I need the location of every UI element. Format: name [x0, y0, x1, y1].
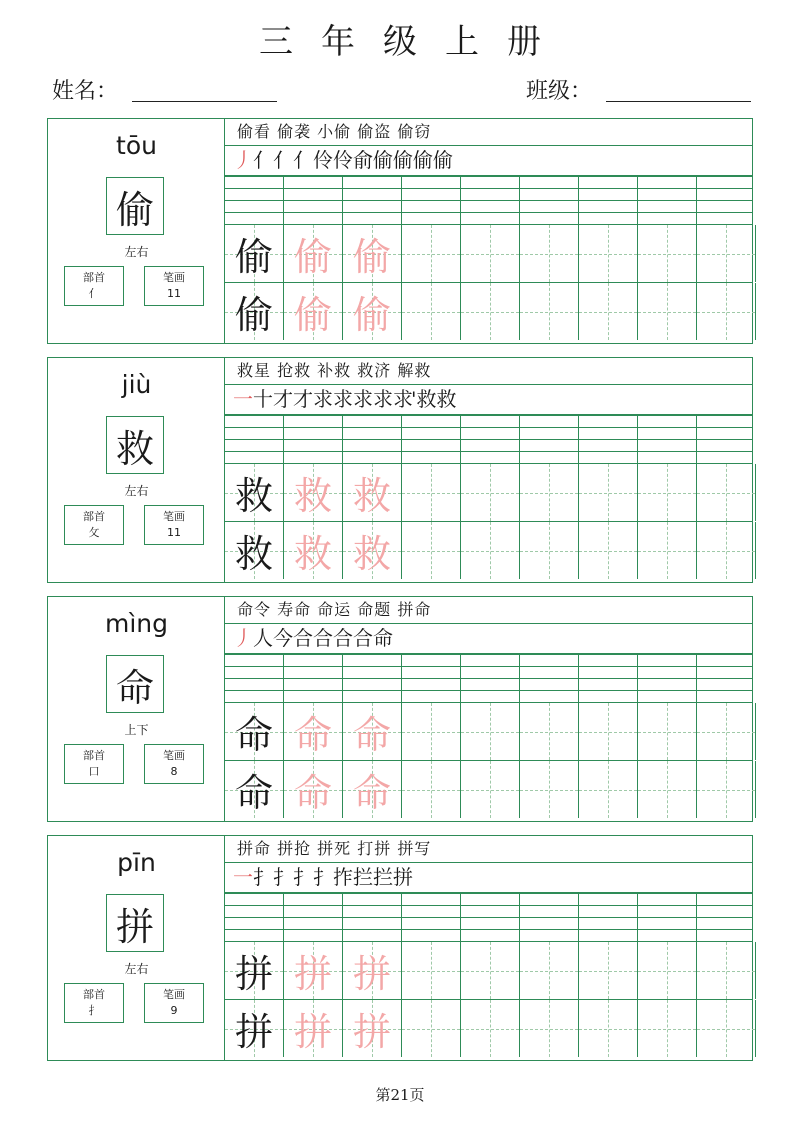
stroke-step: 拦	[353, 865, 371, 889]
practice-cell[interactable]	[461, 761, 520, 818]
radical-box	[64, 744, 124, 784]
practice-cell[interactable]	[284, 942, 343, 999]
example-words: 命令 寿命 命运 命题 拼命	[225, 597, 752, 624]
radical-value: 亻	[88, 287, 100, 300]
column-divider	[401, 176, 402, 224]
practice-cell[interactable]	[638, 1000, 697, 1057]
stroke-step: 一	[233, 865, 251, 889]
practice-cell[interactable]	[343, 522, 402, 579]
model-character: 救	[234, 474, 273, 518]
column-divider	[519, 176, 520, 224]
trace-character: 命	[293, 713, 332, 757]
column-divider	[401, 654, 402, 702]
character-box: 偷	[106, 177, 164, 235]
practice-cell[interactable]	[343, 1000, 402, 1057]
practice-cell[interactable]	[520, 703, 579, 760]
stroke-count-label: 笔画	[163, 271, 185, 284]
practice-cell[interactable]	[402, 703, 461, 760]
column-divider	[519, 654, 520, 702]
model-character: 命	[234, 713, 273, 757]
stroke-step: 求	[333, 387, 351, 411]
column-divider	[283, 415, 284, 463]
stroke-step: 俞	[353, 148, 371, 172]
stroke-count-label: 笔画	[163, 510, 185, 523]
column-divider	[342, 893, 343, 941]
trace-character: 救	[352, 474, 391, 518]
example-words: 偷看 偷袭 小偷 偷盗 偷窃	[225, 119, 752, 146]
character-info-panel	[48, 836, 225, 1060]
practice-cell[interactable]	[520, 942, 579, 999]
stroke-step: 才	[273, 387, 291, 411]
practice-cell[interactable]	[697, 522, 756, 579]
practice-cell[interactable]	[638, 703, 697, 760]
practice-cell[interactable]	[402, 283, 461, 340]
example-words: 救星 抢救 补救 救济 解救	[225, 358, 752, 385]
stroke-step: 丿	[233, 626, 251, 650]
class-label: 班级：	[526, 79, 593, 104]
writing-line	[225, 893, 752, 894]
name-field	[52, 74, 277, 105]
practice-cell[interactable]	[579, 522, 638, 579]
radical-value: 扌	[88, 1004, 100, 1017]
stroke-step: 人	[253, 626, 271, 650]
practice-cell[interactable]	[284, 225, 343, 282]
practice-cell[interactable]	[225, 761, 284, 818]
trace-character: 命	[352, 713, 391, 757]
stroke-order	[225, 624, 752, 654]
practice-cell[interactable]	[461, 1000, 520, 1057]
pinyin: mìng	[104, 609, 168, 638]
practice-row	[225, 941, 752, 999]
stroke-step: 十	[253, 387, 271, 411]
stroke-order	[225, 385, 752, 415]
column-divider	[519, 893, 520, 941]
trace-character: 偷	[293, 235, 332, 279]
writing-line	[225, 427, 752, 428]
practice-cell[interactable]	[225, 225, 284, 282]
trace-character: 拼	[293, 952, 332, 996]
stroke-step: 一	[233, 387, 251, 411]
stroke-step: 偷	[433, 148, 451, 172]
character-info-panel	[48, 358, 225, 582]
stroke-step: 亻	[293, 148, 311, 172]
trace-character: 救	[352, 532, 391, 576]
practice-cell[interactable]	[343, 225, 402, 282]
stroke-step: 命	[373, 626, 391, 650]
practice-cell[interactable]	[520, 522, 579, 579]
stroke-count-value: 11	[167, 287, 181, 300]
practice-cell[interactable]	[638, 942, 697, 999]
practice-cell[interactable]	[697, 283, 756, 340]
stroke-step: 拃	[333, 865, 351, 889]
column-divider	[401, 415, 402, 463]
character-box: 拼	[106, 894, 164, 952]
writing-line	[225, 917, 752, 918]
character-info-panel	[48, 119, 225, 343]
writing-line	[225, 212, 752, 213]
stroke-step: 今	[273, 626, 291, 650]
column-divider	[578, 176, 579, 224]
practice-area	[225, 836, 752, 1060]
column-divider	[696, 415, 697, 463]
stroke-step: 求	[313, 387, 331, 411]
column-divider	[696, 176, 697, 224]
column-divider	[342, 415, 343, 463]
trace-character: 偷	[352, 235, 391, 279]
practice-cell[interactable]	[402, 761, 461, 818]
practice-cell[interactable]	[579, 703, 638, 760]
practice-cell[interactable]	[638, 522, 697, 579]
column-divider	[696, 893, 697, 941]
pinyin-writing-lines[interactable]	[225, 654, 752, 702]
practice-cell[interactable]	[225, 1000, 284, 1057]
practice-cell[interactable]	[343, 761, 402, 818]
practice-cell[interactable]	[461, 283, 520, 340]
radical-value: 攵	[88, 526, 100, 539]
column-divider	[342, 654, 343, 702]
stroke-step: 伶	[313, 148, 331, 172]
practice-cell[interactable]	[284, 522, 343, 579]
trace-character: 拼	[352, 952, 391, 996]
practice-area	[225, 119, 752, 343]
practice-cell[interactable]	[638, 225, 697, 282]
stroke-step: 拼	[393, 865, 411, 889]
stroke-step: 救	[416, 387, 435, 411]
writing-line	[225, 690, 752, 691]
practice-cell[interactable]	[461, 703, 520, 760]
practice-cell[interactable]	[402, 1000, 461, 1057]
column-divider	[637, 893, 638, 941]
stroke-count-value: 9	[170, 1004, 178, 1017]
practice-cell[interactable]	[402, 464, 461, 521]
page-title: 三年级上册	[259, 22, 569, 62]
structure-label: 左右	[124, 484, 149, 498]
writing-line	[225, 654, 752, 655]
practice-area	[225, 597, 752, 821]
character-card	[47, 357, 753, 583]
writing-line	[225, 905, 752, 906]
radical-box	[64, 983, 124, 1023]
stroke-step: 偷	[413, 148, 431, 172]
trace-character: 拼	[352, 1010, 391, 1054]
stroke-count-label: 笔画	[163, 988, 185, 1001]
class-line[interactable]	[606, 79, 751, 102]
stroke-step: 丿	[233, 148, 251, 172]
stroke-step: 扌	[253, 865, 271, 889]
practice-cell[interactable]	[284, 464, 343, 521]
column-divider	[460, 893, 461, 941]
practice-cell[interactable]	[225, 283, 284, 340]
stroke-step: 扌	[273, 865, 291, 889]
practice-cell[interactable]	[579, 283, 638, 340]
trace-character: 拼	[293, 1010, 332, 1054]
practice-cell[interactable]	[402, 225, 461, 282]
pinyin-writing-lines[interactable]	[225, 415, 752, 463]
practice-cell[interactable]	[225, 522, 284, 579]
stroke-count-value: 11	[167, 526, 181, 539]
column-divider	[401, 893, 402, 941]
stroke-step: 扌	[313, 865, 331, 889]
writing-line	[225, 439, 752, 440]
model-character: 命	[234, 771, 273, 815]
stroke-order	[225, 146, 752, 176]
trace-character: 偷	[293, 293, 332, 337]
pinyin-writing-lines[interactable]	[225, 176, 752, 224]
column-divider	[519, 415, 520, 463]
stroke-step: 亻	[253, 148, 271, 172]
stroke-step: 合	[313, 626, 331, 650]
practice-cell[interactable]	[579, 1000, 638, 1057]
practice-row	[225, 463, 752, 521]
trace-character: 命	[352, 771, 391, 815]
practice-cell[interactable]	[520, 464, 579, 521]
writing-line	[225, 176, 752, 177]
practice-cell[interactable]	[697, 703, 756, 760]
practice-cell[interactable]	[579, 942, 638, 999]
column-divider	[637, 176, 638, 224]
stroke-step: 求'	[393, 387, 415, 411]
practice-cell[interactable]	[579, 464, 638, 521]
practice-cell[interactable]	[343, 942, 402, 999]
practice-cell[interactable]	[697, 464, 756, 521]
stroke-count-label: 笔画	[163, 749, 185, 762]
name-label: 姓名：	[52, 79, 119, 104]
radical-value: 口	[88, 765, 100, 778]
practice-cell[interactable]	[225, 942, 284, 999]
practice-cell[interactable]	[520, 761, 579, 818]
pinyin: pīn	[117, 848, 156, 877]
practice-cell[interactable]	[284, 761, 343, 818]
stroke-step: 偷	[393, 148, 411, 172]
stroke-step: 亻	[273, 148, 291, 172]
practice-cell[interactable]	[225, 703, 284, 760]
structure-label: 左右	[124, 245, 149, 259]
column-divider	[696, 654, 697, 702]
writing-line	[225, 929, 752, 930]
character-info-panel	[48, 597, 225, 821]
column-divider	[342, 176, 343, 224]
practice-row	[225, 224, 752, 282]
class-field	[526, 74, 751, 105]
practice-cell[interactable]	[343, 464, 402, 521]
writing-line	[225, 678, 752, 679]
practice-cell[interactable]	[225, 464, 284, 521]
practice-cell[interactable]	[579, 225, 638, 282]
practice-cell[interactable]	[461, 225, 520, 282]
practice-cell[interactable]	[579, 761, 638, 818]
stroke-step: 合	[353, 626, 371, 650]
practice-cell[interactable]	[461, 942, 520, 999]
practice-cell[interactable]	[638, 283, 697, 340]
practice-cell[interactable]	[343, 283, 402, 340]
practice-cell[interactable]	[461, 464, 520, 521]
column-divider	[578, 654, 579, 702]
stroke-order	[225, 863, 752, 893]
practice-cell[interactable]	[520, 225, 579, 282]
pinyin-writing-lines[interactable]	[225, 893, 752, 941]
column-divider	[283, 893, 284, 941]
radical-box	[64, 266, 124, 306]
radical-label: 部首	[83, 271, 105, 284]
practice-cell[interactable]	[697, 942, 756, 999]
stroke-step: 合	[293, 626, 311, 650]
practice-cell[interactable]	[461, 522, 520, 579]
stroke-step: 扌	[293, 865, 311, 889]
stroke-step: 合	[333, 626, 351, 650]
radical-label: 部首	[83, 988, 105, 1001]
stroke-step: 救	[436, 387, 455, 411]
radical-box	[64, 505, 124, 545]
column-divider	[637, 415, 638, 463]
stroke-step: 偷	[373, 148, 391, 172]
practice-cell[interactable]	[697, 225, 756, 282]
character-box: 救	[106, 416, 164, 474]
practice-cell[interactable]	[284, 283, 343, 340]
character-card	[47, 118, 753, 344]
practice-cell[interactable]	[697, 761, 756, 818]
practice-row	[225, 760, 752, 818]
radical-label: 部首	[83, 749, 105, 762]
column-divider	[637, 654, 638, 702]
practice-cell[interactable]	[402, 522, 461, 579]
practice-cell[interactable]	[520, 1000, 579, 1057]
stroke-step: 拦	[373, 865, 391, 889]
practice-row	[225, 521, 752, 579]
name-line[interactable]	[132, 79, 277, 102]
practice-cell[interactable]	[284, 703, 343, 760]
practice-row	[225, 702, 752, 760]
character-card	[47, 835, 753, 1061]
model-character: 拼	[234, 1010, 273, 1054]
practice-cell[interactable]	[402, 942, 461, 999]
trace-character: 救	[293, 474, 332, 518]
structure-label: 上下	[124, 723, 149, 737]
character-card	[47, 596, 753, 822]
practice-cell[interactable]	[638, 464, 697, 521]
writing-line	[225, 666, 752, 667]
column-divider	[460, 654, 461, 702]
model-character: 救	[234, 532, 273, 576]
example-words: 拼命 拼抢 拼死 打拼 拼写	[225, 836, 752, 863]
writing-line	[225, 415, 752, 416]
stroke-count-box	[144, 983, 204, 1023]
character-box: 命	[106, 655, 164, 713]
practice-cell[interactable]	[284, 1000, 343, 1057]
practice-cell[interactable]	[343, 703, 402, 760]
pinyin: tōu	[116, 131, 157, 160]
writing-line	[225, 188, 752, 189]
model-character: 偷	[234, 235, 273, 279]
stroke-count-box	[144, 266, 204, 306]
radical-label: 部首	[83, 510, 105, 523]
stroke-count-value: 8	[170, 765, 178, 778]
writing-line	[225, 451, 752, 452]
column-divider	[283, 176, 284, 224]
practice-cell[interactable]	[638, 761, 697, 818]
stroke-step: 才	[293, 387, 311, 411]
practice-row	[225, 999, 752, 1057]
stroke-count-box	[144, 505, 204, 545]
stroke-step: 伶	[333, 148, 351, 172]
column-divider	[578, 893, 579, 941]
practice-area	[225, 358, 752, 582]
writing-line	[225, 200, 752, 201]
structure-label: 左右	[124, 962, 149, 976]
model-character: 拼	[234, 952, 273, 996]
column-divider	[578, 415, 579, 463]
pinyin: jiù	[121, 370, 152, 399]
stroke-step: 求	[353, 387, 371, 411]
stroke-count-box	[144, 744, 204, 784]
column-divider	[283, 654, 284, 702]
model-character: 偷	[234, 293, 273, 337]
stroke-step: 求	[373, 387, 391, 411]
column-divider	[460, 176, 461, 224]
page-number: 第21页	[375, 1086, 425, 1104]
trace-character: 救	[293, 532, 332, 576]
practice-row	[225, 282, 752, 340]
column-divider	[460, 415, 461, 463]
practice-cell[interactable]	[520, 283, 579, 340]
practice-cell[interactable]	[697, 1000, 756, 1057]
trace-character: 命	[293, 771, 332, 815]
trace-character: 偷	[352, 293, 391, 337]
